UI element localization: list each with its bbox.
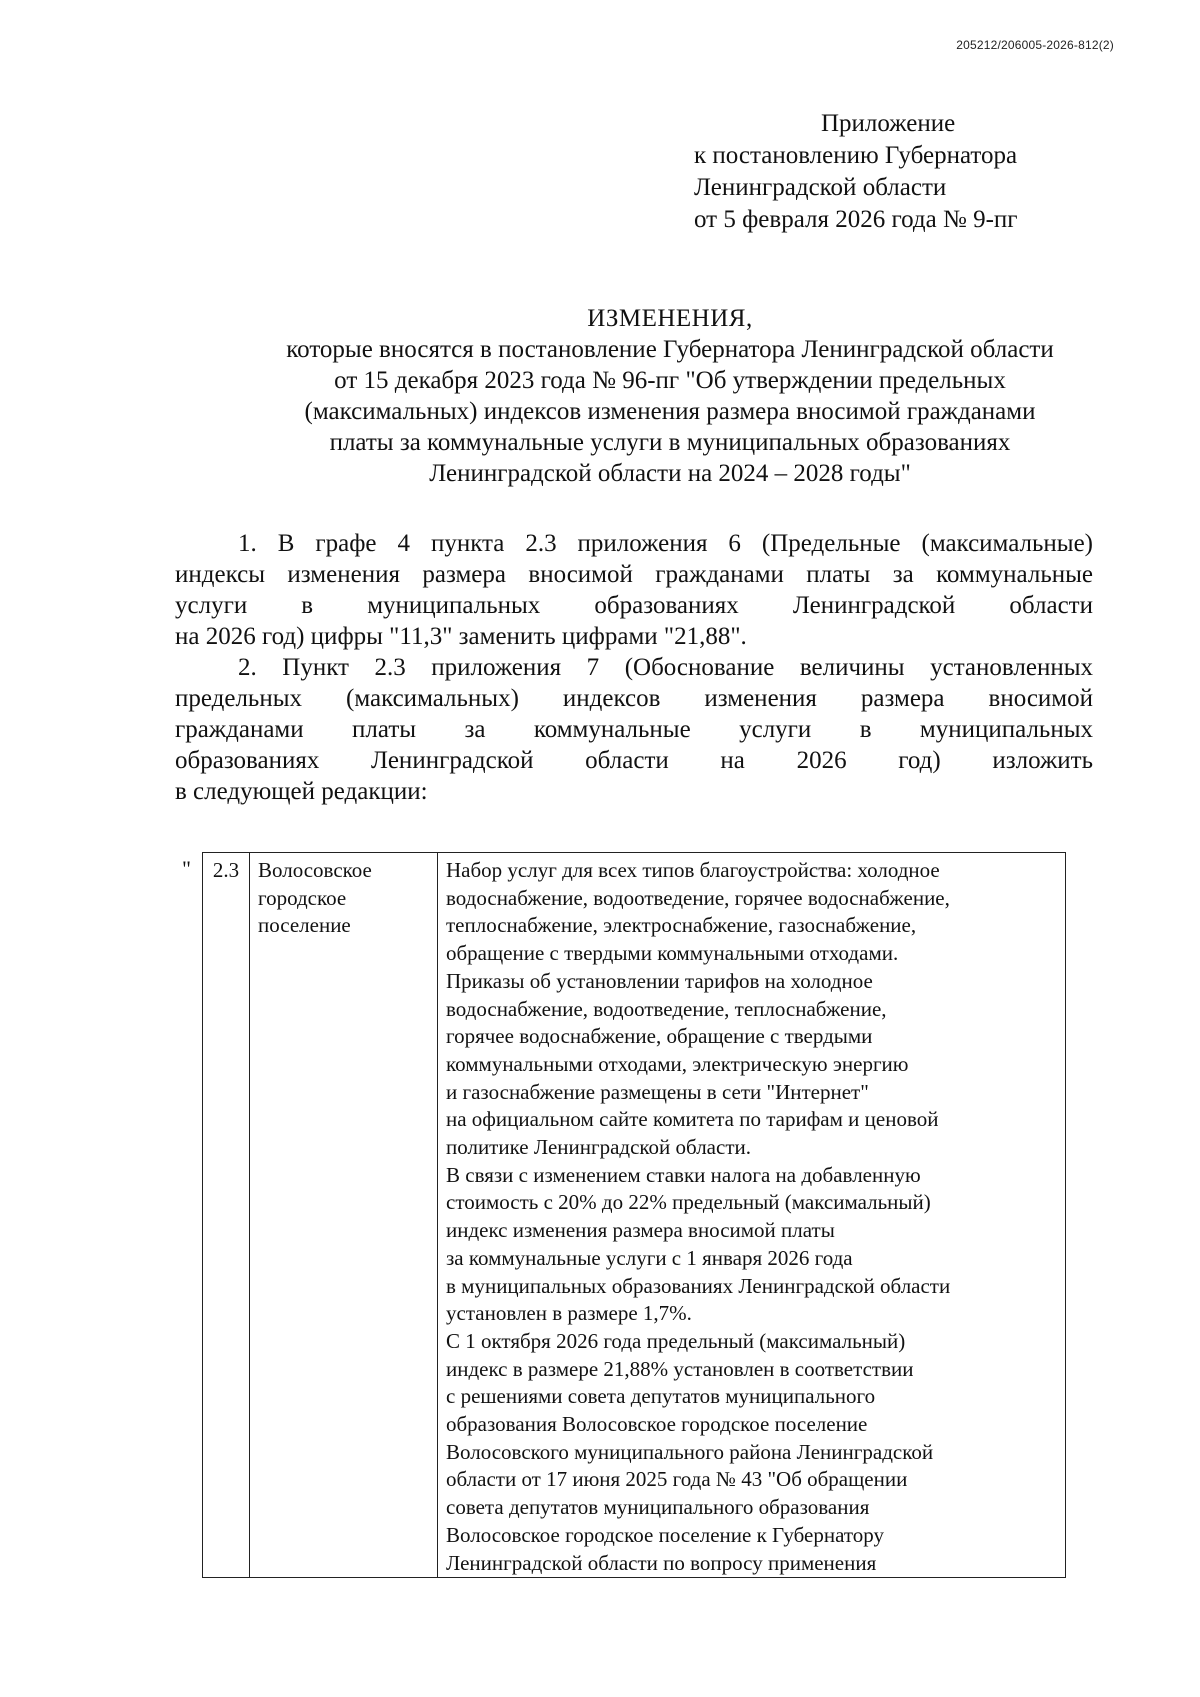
justification-line: Набор услуг для всех типов благоустройства: холодное bbox=[446, 858, 940, 882]
justification-line: коммунальными отходами, электрическую энергию bbox=[446, 1051, 909, 1076]
justification-line: установлен в размере 1,7%. bbox=[446, 1301, 692, 1326]
justification-line: и газоснабжение размещены в сети "Интернет" bbox=[446, 1079, 869, 1104]
title-line: платы за коммунальные услуги в муниципальных образованиях bbox=[329, 429, 1011, 456]
justification-line: горячее водоснабжение, обращение с твердыми bbox=[446, 1024, 873, 1049]
paragraph-line: предельных (максимальных) индексов изменения размера вносимой bbox=[175, 685, 1093, 712]
justification-line: водоснабжение, водоотведение, горячее водоснабжение, bbox=[446, 885, 950, 910]
appendix-block bbox=[694, 108, 1094, 236]
justification-line: на официальном сайте комитета по тарифам и ценовой bbox=[446, 1107, 939, 1132]
justification-line: Волосовское городское поселение к Губернатору bbox=[446, 1522, 884, 1547]
justification-line: области от 17 июня 2025 года № 43 "Об обращении bbox=[446, 1467, 908, 1492]
title-line: которые вносятся в постановление Губернатора Ленинградской области bbox=[286, 336, 1054, 363]
paragraph-line: гражданами платы за коммунальные услуги в муниципальных bbox=[175, 716, 1093, 743]
justification-line: обращение с твердыми коммунальными отходами. bbox=[446, 941, 899, 966]
paragraph-line: 2. Пункт 2.3 приложения 7 (Обоснование величины установленных bbox=[238, 654, 1093, 681]
title-line: Ленинградской области на 2024 – 2028 годы" bbox=[429, 460, 911, 487]
settlement-line: поселение bbox=[258, 913, 351, 938]
paragraph-line: образованиях Ленинградской области на 2026 год) изложить bbox=[175, 747, 1093, 774]
justification-line: В связи с изменением ставки налога на добавленную bbox=[446, 1162, 921, 1187]
document-body bbox=[175, 528, 1093, 807]
paragraph-line: 1. В графе 4 пункта 2.3 приложения 6 (Предельные (максимальные) bbox=[238, 530, 1093, 557]
appendix-line: к постановлению Губернатора bbox=[694, 142, 1018, 169]
settlement-cell bbox=[250, 853, 438, 1578]
paragraph-line: индексы изменения размера вносимой гражданами платы за коммунальные bbox=[175, 561, 1093, 588]
justification-line: С 1 октября 2026 года предельный (максимальный) bbox=[446, 1328, 906, 1353]
title-heading: ИЗМЕНЕНИЯ, bbox=[587, 305, 753, 332]
appendix-line: от 5 февраля 2026 года № 9-пг bbox=[694, 206, 1018, 233]
justification-cell bbox=[438, 853, 1066, 1578]
paragraph-line: в следующей редакции: bbox=[175, 778, 428, 805]
justification-line: индекс в размере 21,88% установлен в соответствии bbox=[446, 1356, 914, 1381]
title-line: от 15 декабря 2023 года № 96-пг "Об утверждении предельных bbox=[334, 367, 1006, 394]
paragraph-line: услуги в муниципальных образованиях Ленинградской области bbox=[175, 592, 1093, 619]
justification-line: теплоснабжение, электроснабжение, газоснабжение, bbox=[446, 913, 917, 938]
appendix-line: Приложение bbox=[821, 110, 956, 137]
justification-line: стоимость с 20% до 22% предельный (максимальный) bbox=[446, 1190, 931, 1215]
appendix-line: Ленинградской области bbox=[694, 174, 947, 201]
justification-line: водоснабжение, водоотведение, теплоснабжение, bbox=[446, 996, 887, 1021]
justification-line: за коммунальные услуги с 1 января 2026 года bbox=[446, 1245, 853, 1270]
justification-line: Волосовского муниципального района Ленинградской bbox=[446, 1439, 934, 1464]
document-title bbox=[140, 303, 1200, 489]
settlement-line: Волосовское bbox=[258, 858, 372, 882]
justification-line: совета депутатов муниципального образования bbox=[446, 1495, 870, 1520]
open-quote-mark: " bbox=[182, 856, 191, 881]
justification-line: Приказы об установлении тарифов на холодное bbox=[446, 968, 873, 993]
justification-line: Ленинградской области по вопросу применения bbox=[446, 1550, 877, 1575]
settlement-line: городское bbox=[258, 885, 347, 910]
paragraph-line: на 2026 год) цифры "11,3" заменить цифрами "21,88". bbox=[175, 623, 747, 650]
amendment-table bbox=[202, 852, 1066, 1578]
item-number-cell: 2.3 bbox=[203, 853, 250, 1578]
justification-line: индекс изменения размера вносимой платы bbox=[446, 1218, 835, 1243]
title-line: (максимальных) индексов изменения размера вносимой гражданами bbox=[304, 398, 1036, 425]
justification-line: политике Ленинградской области. bbox=[446, 1135, 751, 1160]
document-code: 205212/206005-2026-812(2) bbox=[956, 38, 1114, 52]
justification-line: в муниципальных образованиях Ленинградской области bbox=[446, 1273, 951, 1298]
justification-line: с решениями совета депутатов муниципального bbox=[446, 1384, 876, 1409]
table-row bbox=[203, 853, 1066, 1578]
justification-line: образования Волосовское городское поселение bbox=[446, 1412, 868, 1437]
